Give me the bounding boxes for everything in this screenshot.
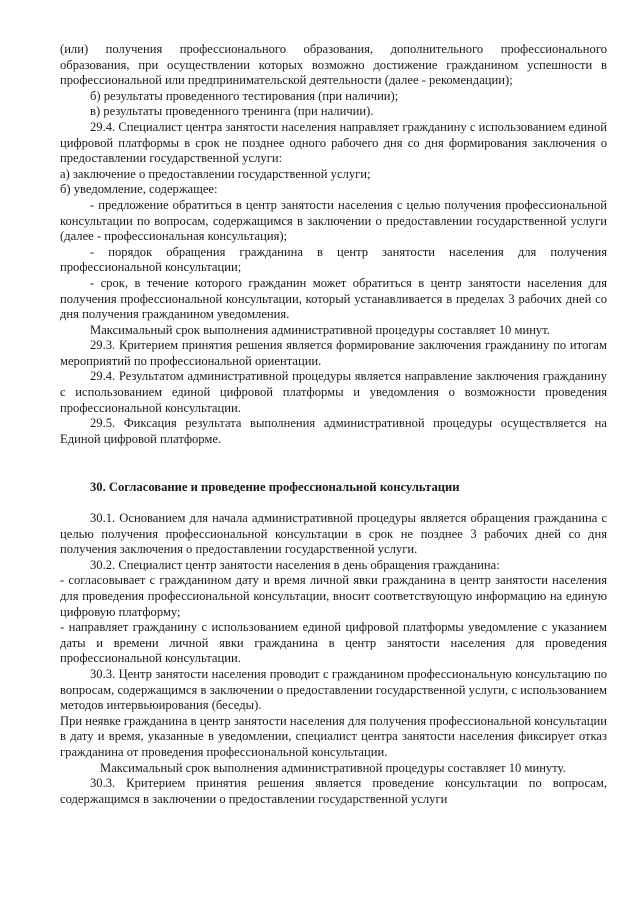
paragraph: 30.2. Специалист центр занятости населения в день обращения гражданина: bbox=[90, 557, 500, 572]
paragraph: (или) получения профессионального образования, дополнительного профессионального образования, при осуществлении которых возможно достижение гражданином успешности в профессиональной или предпринимательской деятельности (далее - рекомендации); bbox=[60, 42, 607, 88]
paragraph: 30.3. Центр занятости населения проводит с гражданином профессиональную консультацию по вопросам, содержащимся в заключении о предоставлении государственной услуги, с использованием методов интервьюирования (беседы). bbox=[60, 666, 607, 713]
paragraph: 29.4. Специалист центра занятости населения направляет гражданину с использованием единой цифровой платформы в срок не позднее одного рабочего дня со дня формирования заключения о предоставлении государственной услуги: bbox=[60, 119, 607, 166]
paragraph: - предложение обратиться в центр занятости населения с целью получения профессиональной консультации по вопросам, содержащимся в заключении о предоставлении государственной услуги (далее - профессиональная консультация); bbox=[60, 197, 607, 244]
paragraph: 29.4. Результатом административной процедуры является направление заключения гражданину с использованием единой цифровой платформы и уведомления о возможности проведения профессиональной консультации. bbox=[60, 369, 607, 415]
paragraph: б) уведомление, содержащее: bbox=[60, 182, 218, 197]
paragraph: 29.5. Фиксация результата выполнения административной процедуры осуществляется на Единой цифровой платформе. bbox=[60, 416, 607, 446]
paragraph: - направляет гражданину с использованием единой цифровой платформы уведомление с указанием даты и времени личной явки гражданина в центр занятости населения для проведения профессиональной консультации. bbox=[60, 620, 607, 666]
paragraph: 29.3. Критерием принятия решения является формирование заключения гражданину по итогам мероприятий по профессиональной ориентации. bbox=[60, 338, 607, 368]
paragraph: - срок, в течение которого гражданин может обратиться в центр занятости населения для получения профессиональной консультации, который устанавливается в пределах 3 рабочих дней со дня получения гражданином уведомления. bbox=[60, 275, 607, 322]
paragraph: При неявке гражданина в центр занятости населения для получения профессиональной консультации в дату и время, указанные в уведомлении, специалист центра занятости населения фиксирует отказ гражданина от проведения профессиональной консультации. bbox=[60, 713, 607, 759]
paragraph: а) заключение о предоставлении государственной услуги; bbox=[60, 166, 371, 181]
paragraph: Максимальный срок выполнения административной процедуры составляет 10 минуту. bbox=[100, 760, 566, 775]
paragraph: 30.1. Основанием для начала административной процедуры является обращения гражданина с целью получения профессиональной консультации в срок не позднее 3 рабочих дней со дня получения заключения о предоставлении государственной услуги. bbox=[60, 511, 607, 557]
paragraph: - порядок обращения гражданина в центр занятости населения для получения профессиональной консультации; bbox=[60, 244, 607, 275]
paragraph: в) результаты проведенного тренинга (при наличии). bbox=[90, 104, 374, 119]
paragraph: - согласовывает с гражданином дату и время личной явки гражданина в центр занятости населения для проведения профессиональной консультации, вносит соответствующую информацию на единую цифровую платформу; bbox=[60, 573, 607, 619]
paragraph: б) результаты проведенного тестирования (при наличии); bbox=[90, 88, 399, 103]
paragraph: 30.3. Критерием принятия решения является проведение консультации по вопросам, содержащимся в заключении о предоставлении государственной услуги bbox=[60, 776, 607, 806]
paragraph: Максимальный срок выполнения административной процедуры составляет 10 минут. bbox=[90, 322, 550, 337]
section-heading: 30. Согласование и проведение профессиональной консультации bbox=[90, 480, 460, 495]
